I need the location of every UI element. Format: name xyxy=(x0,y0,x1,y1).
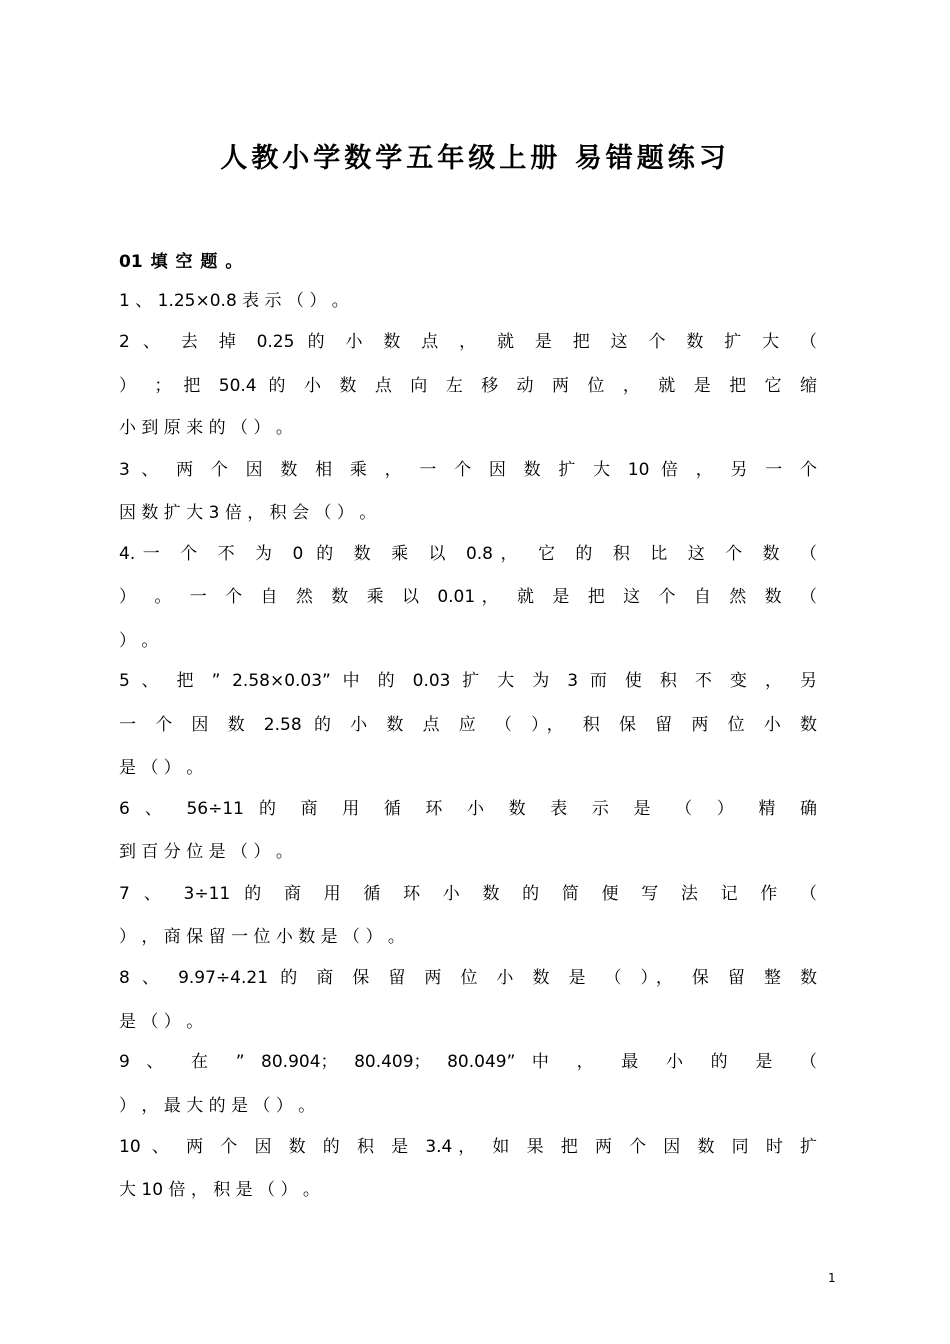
question-line: 7 、 3÷11 的 商 用 循 环 小 数 的 简 便 写 法 记 作 （ xyxy=(119,884,817,904)
question-line: 10 、 两 个 因 数 的 积 是 3.4， 如 果 把 两 个 因 数 同 时 扩 xyxy=(119,1137,817,1157)
question-line: 4.一 个 不 为 0 的 数 乘 以 0.8， 它 的 积 比 这 个 数 （ xyxy=(119,544,817,564)
question-line: ） 。 xyxy=(119,631,159,651)
section-heading: 01 填 空 题 。 xyxy=(119,252,243,272)
question-line: 是 （ ） 。 xyxy=(119,758,204,778)
question-line: ） ， 最 大 的 是 （ ） 。 xyxy=(119,1096,316,1116)
page-title: 人教小学数学五年级上册 易错题练习 xyxy=(220,143,730,174)
question-line: 5 、 把 ” 2.58×0.03” 中 的 0.03 扩 大 为 3 而 使 积 不 变 ， 另 xyxy=(119,671,817,691)
question-line: 小 到 原 来 的 （ ） 。 xyxy=(119,418,293,438)
question-line: 8 、 9.97÷4.21 的 商 保 留 两 位 小 数 是 （ ）， 保 留 整 数 xyxy=(119,968,817,988)
question-line: 6 、 56÷11 的 商 用 循 环 小 数 表 示 是 （ ） 精 确 xyxy=(119,799,817,819)
question-line: ） ， 商 保 留 一 位 小 数 是 （ ） 。 xyxy=(119,927,405,947)
question-line: 1 、 1.25×0.8 表 示 （ ） 。 xyxy=(119,291,349,311)
question-line: 3 、 两 个 因 数 相 乘 ， 一 个 因 数 扩 大 10 倍 ， 另 一 个 xyxy=(119,460,817,480)
question-line: 2 、 去 掉 0.25 的 小 数 点 ， 就 是 把 这 个 数 扩 大 （ xyxy=(119,332,817,352)
question-line: 一 个 因 数 2.58 的 小 数 点 应 （ ）， 积 保 留 两 位 小 数 xyxy=(119,715,817,735)
question-line: 因 数 扩 大 3 倍 ， 积 会 （ ） 。 xyxy=(119,503,377,523)
question-line: ） ； 把 50.4 的 小 数 点 向 左 移 动 两 位 ， 就 是 把 它 缩 xyxy=(119,376,817,396)
question-line: 9 、 在 ” 80.904； 80.409； 80.049” 中 ， 最 小 的 是 （ xyxy=(119,1052,817,1072)
question-line: 到 百 分 位 是 （ ） 。 xyxy=(119,842,293,862)
question-line: 大 10 倍 ， 积 是 （ ） 。 xyxy=(119,1180,320,1200)
question-line: 是 （ ） 。 xyxy=(119,1012,204,1032)
page-number: 1 xyxy=(828,1271,836,1285)
question-line: ） 。 一 个 自 然 数 乘 以 0.01， 就 是 把 这 个 自 然 数 （ xyxy=(119,587,817,607)
